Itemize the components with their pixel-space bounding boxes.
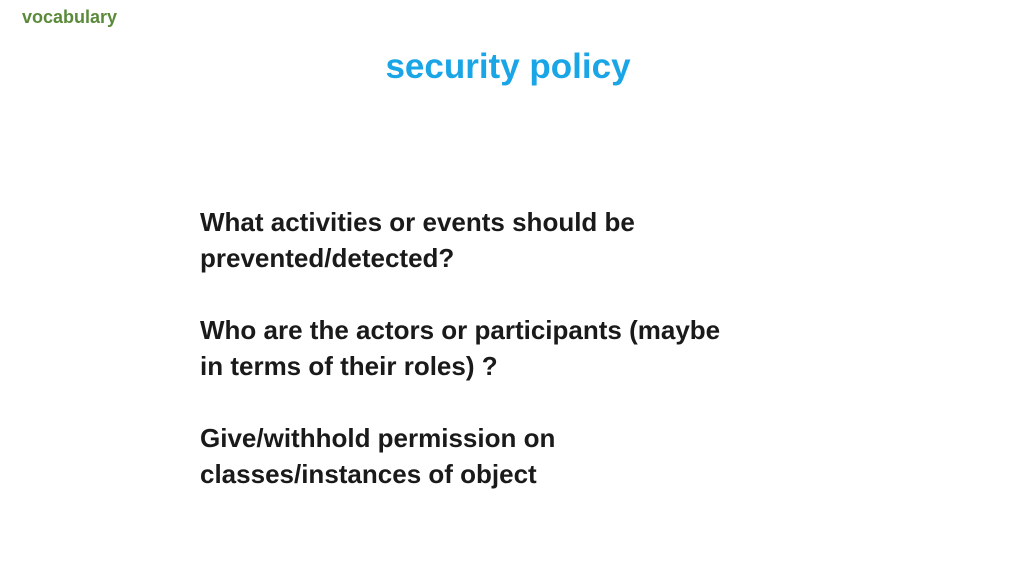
section-label: vocabulary bbox=[22, 7, 118, 27]
question-list bbox=[200, 204, 840, 528]
question-line: Who are the actors or participants (maybe bbox=[200, 315, 721, 345]
slide-title: security policy bbox=[385, 47, 631, 86]
question-line: in terms of their roles) ? bbox=[200, 351, 498, 381]
question-line: prevented/detected? bbox=[200, 243, 455, 273]
question-actors bbox=[200, 312, 840, 384]
question-line: What activities or events should be bbox=[200, 207, 635, 237]
question-line: Give/withhold permission on bbox=[200, 423, 556, 453]
question-permission bbox=[200, 420, 840, 492]
question-activities bbox=[200, 204, 840, 276]
question-line: classes/instances of object bbox=[200, 459, 537, 489]
